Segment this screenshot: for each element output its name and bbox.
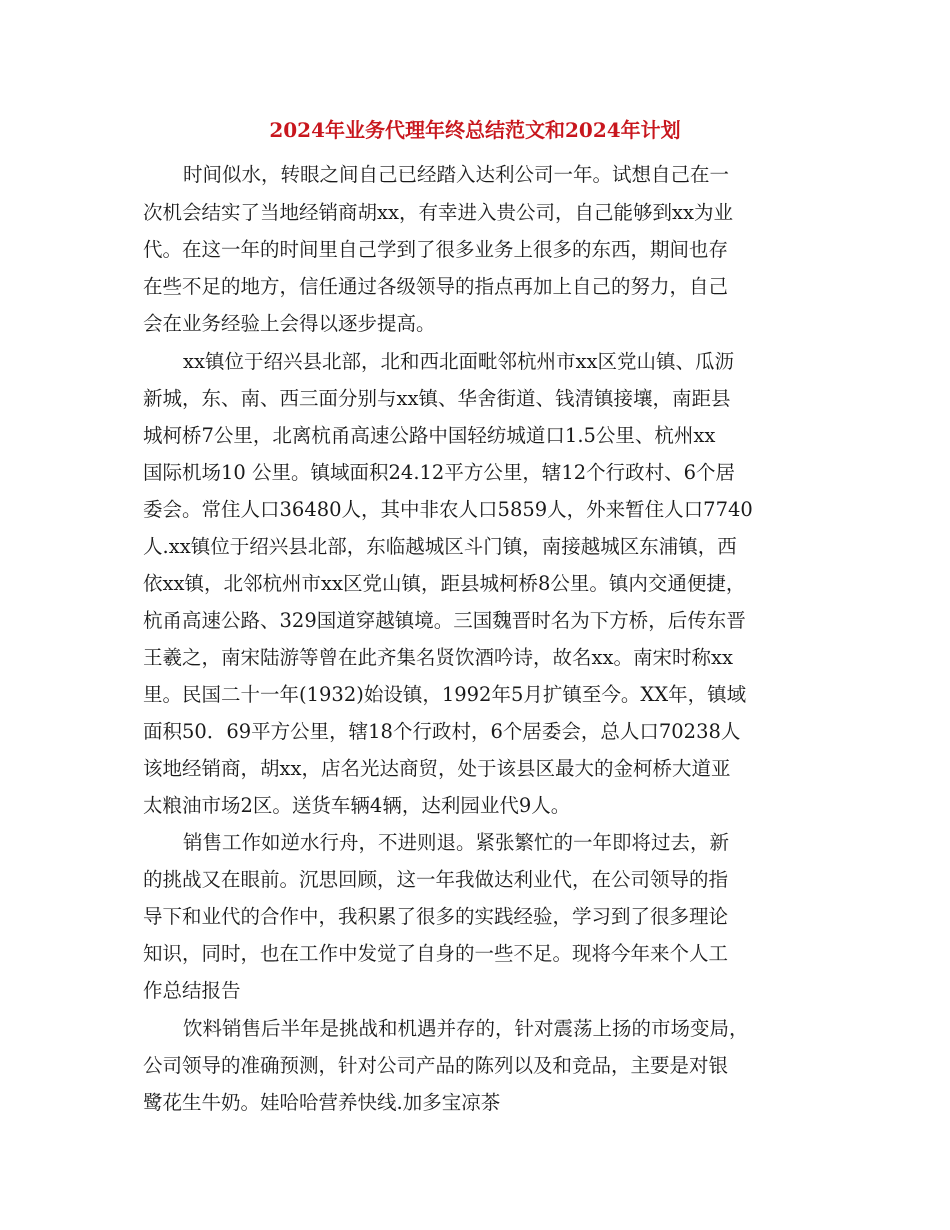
paragraph-line: 人.xx镇位于绍兴县北部，东临越城区斗门镇，南接越城区东浦镇，西	[143, 535, 737, 558]
paragraph-line: 依xx镇，北邻杭州市xx区党山镇，距县城柯桥8公里。镇内交通便捷，	[143, 572, 746, 595]
paragraph-line: 时间似水，转眼之间自己已经踏入达利公司一年。试想自己在一	[183, 163, 730, 186]
paragraph-line: 公司领导的准确预测，针对公司产品的陈列以及和竞品，主要是对银	[143, 1054, 729, 1077]
paragraph-line: 新城，东、南、西三面分别与xx镇、华舍街道、钱清镇接壤，南距县	[143, 387, 731, 410]
paragraph-line: 杭甬高速公路、329国道穿越镇境。三国魏晋时名为下方桥，后传东晋	[143, 609, 746, 632]
paragraph-line: 导下和业代的合作中，我积累了很多的实践经验，学习到了很多理论	[143, 905, 729, 928]
paragraph-line: 太粮油市场2区。送货车辆4辆，达利园业代9人。	[143, 794, 571, 817]
paragraph-line: 里。民国二十一年(1932)始设镇，1992年5月扩镇至今。XX年，镇域	[143, 683, 747, 706]
paragraph-line: 作总结报告	[143, 979, 241, 1002]
paragraph-line: 会在业务经验上会得以逐步提高。	[143, 312, 436, 335]
paragraph-line: 饮料销售后半年是挑战和机遇并存的，针对震荡上扬的市场变局，	[183, 1017, 749, 1040]
paragraph-line: 委会。常住人口36480人，其中非农人口5859人，外来暂住人口7740	[143, 498, 753, 521]
paragraph-line: 面积50．69平方公里，辖18个行政村，6个居委会，总人口70238人	[143, 720, 741, 743]
paragraph-line: 知识，同时，也在工作中发觉了自身的一些不足。现将今年来个人工	[143, 942, 729, 965]
paragraph-line: 国际机场10 公里。镇域面积24.12平方公里，辖12个行政村、6个居	[143, 461, 736, 484]
paragraph-line: 的挑战又在眼前。沉思回顾，这一年我做达利业代，在公司领导的指	[143, 868, 729, 891]
paragraph-line: 王羲之，南宋陆游等曾在此齐集名贤饮酒吟诗，故名xx。南宋时称xx	[143, 646, 733, 669]
paragraph-line: xx镇位于绍兴县北部，北和西北面毗邻杭州市xx区党山镇、瓜沥	[183, 350, 734, 373]
paragraph-line: 销售工作如逆水行舟，不进则退。紧张繁忙的一年即将过去，新	[183, 831, 730, 854]
paragraph-line: 鹭花生牛奶。娃哈哈营养快线.加多宝凉茶	[143, 1091, 501, 1114]
document-title: 2024年业务代理年终总结范文和2024年计划	[269, 118, 681, 142]
paragraph-line: 城柯桥7公里，北离杭甬高速公路中国轻纺城道口1.5公里、杭州xx	[143, 424, 716, 447]
paragraph-line: 次机会结实了当地经销商胡xx，有幸进入贵公司，自己能够到xx为业	[143, 201, 733, 224]
paragraph-line: 该地经销商，胡xx，店名光达商贸，处于该县区最大的金柯桥大道亚	[143, 757, 731, 780]
paragraph-line: 代。在这一年的时间里自己学到了很多业务上很多的东西，期间也存	[143, 238, 729, 261]
paragraph-line: 在些不足的地方，信任通过各级领导的指点再加上自己的努力，自己	[143, 275, 729, 298]
